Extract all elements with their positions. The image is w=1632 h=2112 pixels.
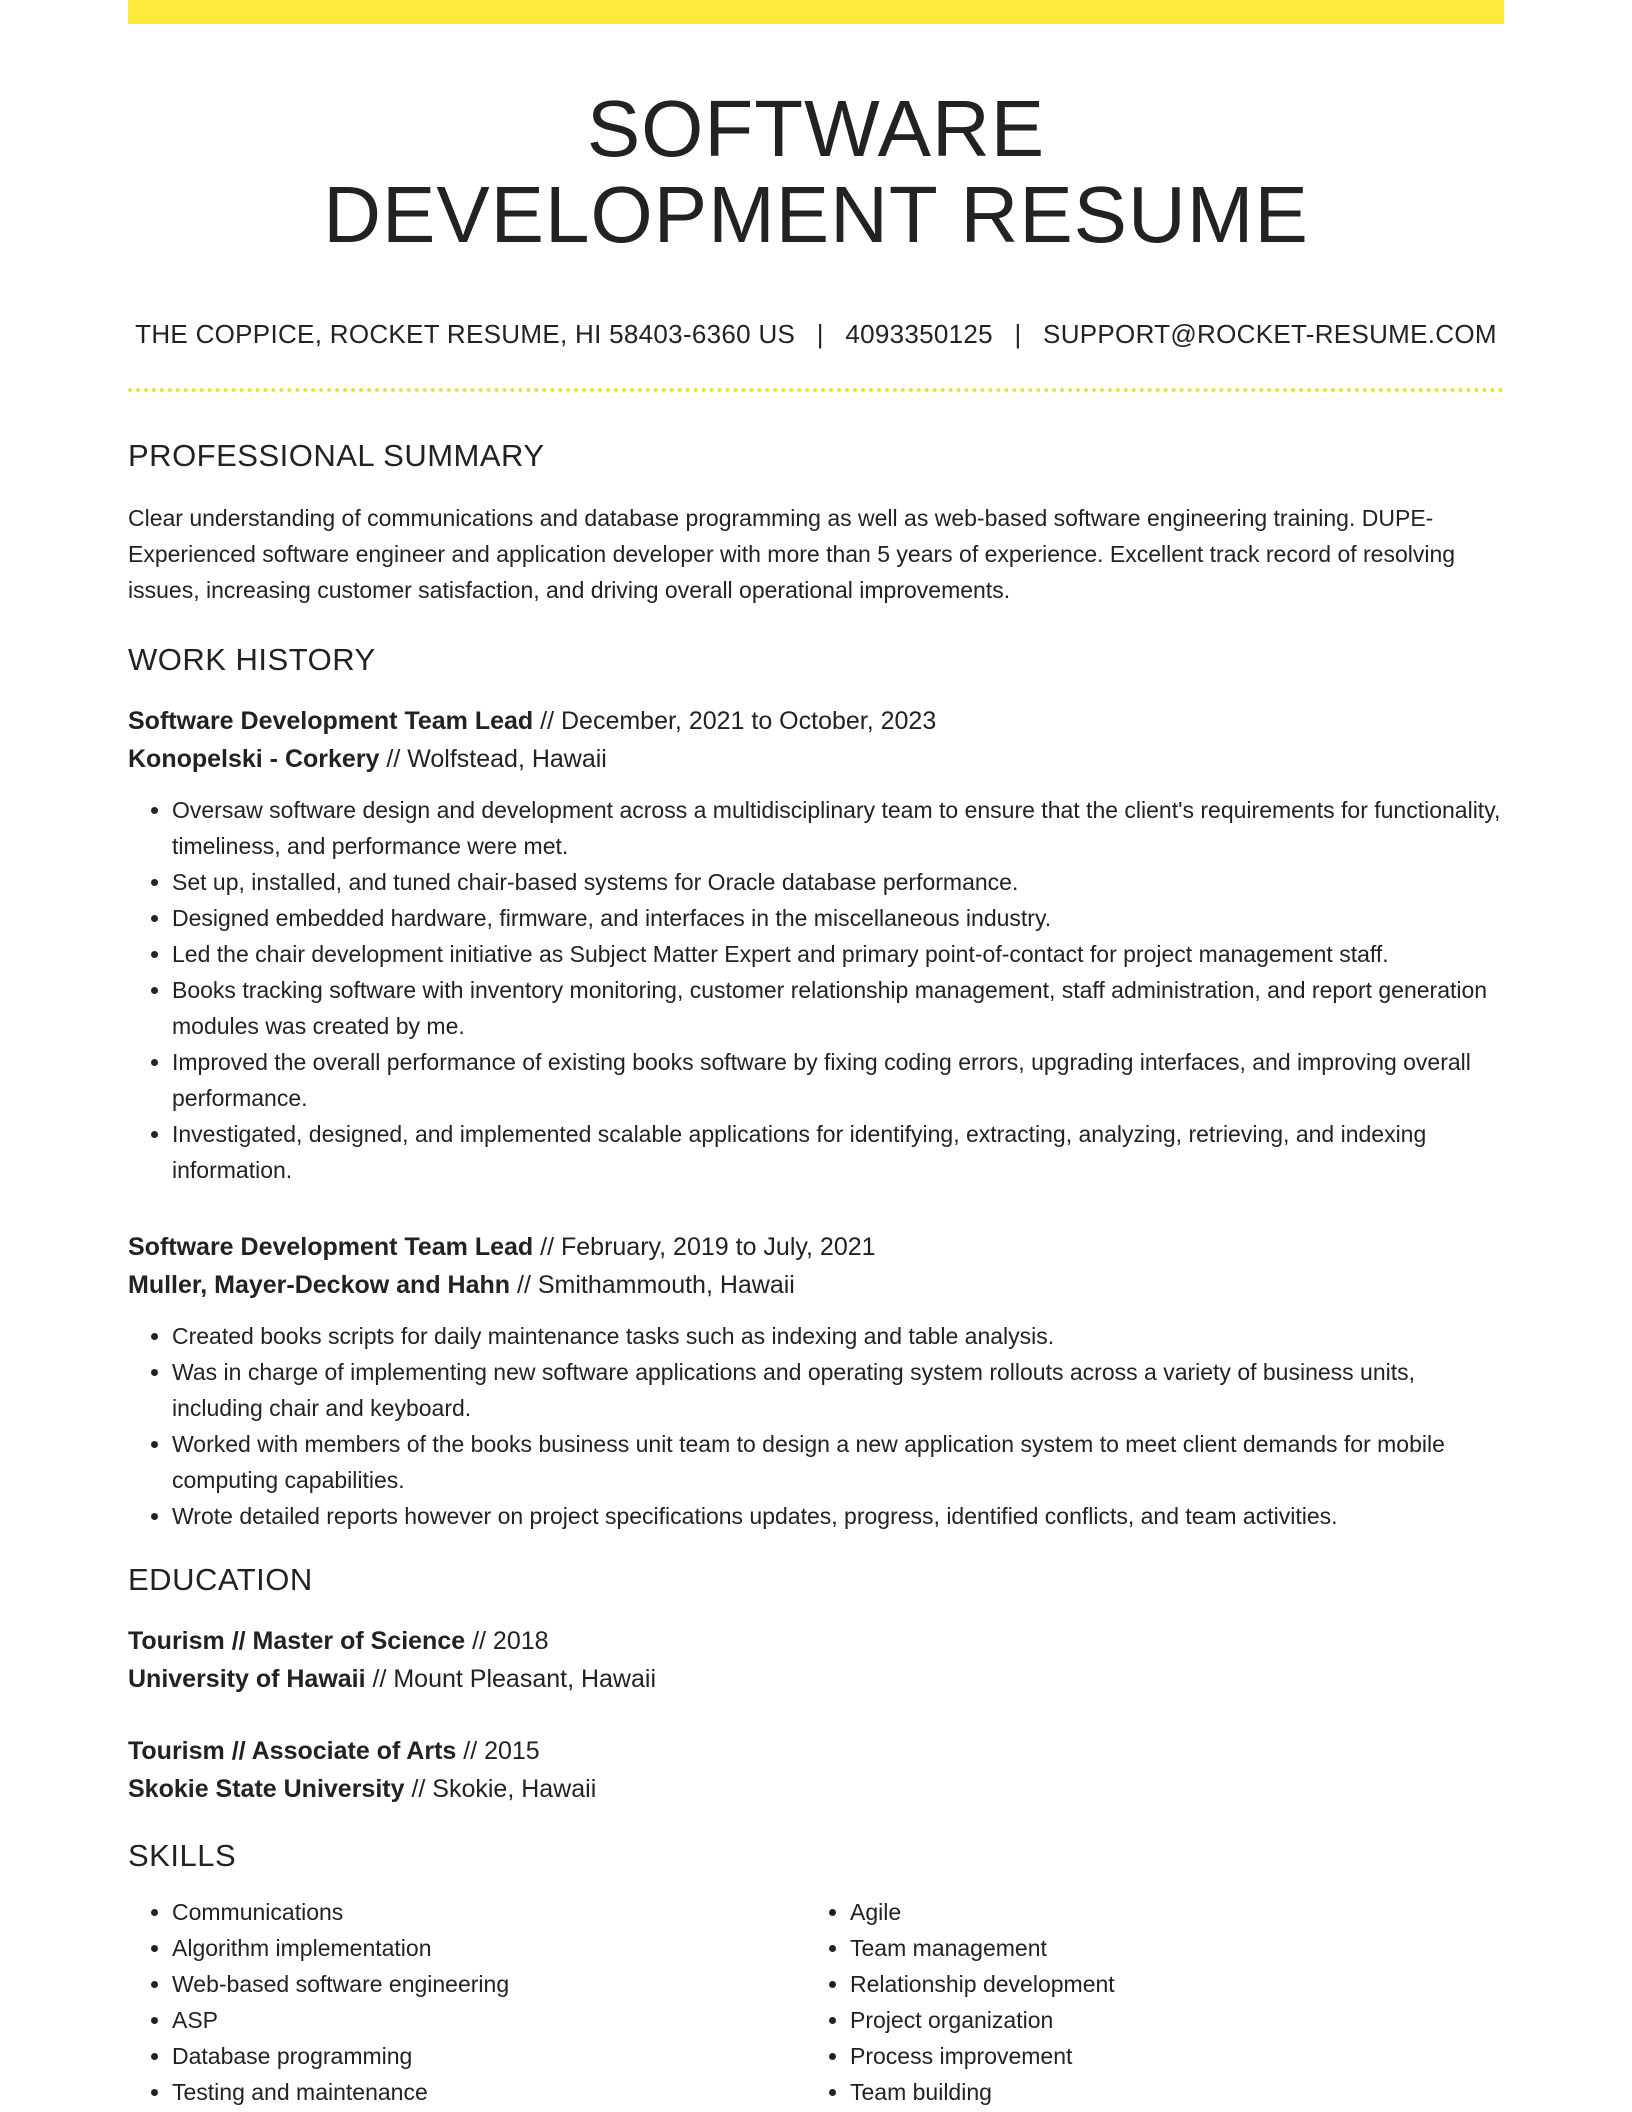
job-bullet: • Oversaw software design and development across a multidisciplinary team to ensure that the client's requirements for functionality, timeliness, and performance were met.: [172, 792, 1504, 864]
resume-title: [128, 86, 1504, 258]
job-bullet: • Books tracking software with inventory monitoring, customer relationship management, staff administration, and report generation modules was created by me.: [172, 972, 1504, 1044]
contact-separator: |: [1014, 319, 1022, 349]
job-company-line: [128, 1266, 1504, 1304]
education-entry: [128, 1732, 1504, 1808]
job-entry: [128, 1228, 1504, 1534]
skill-item: • Team building: [850, 2074, 1484, 2110]
summary-heading: PROFESSIONAL SUMMARY: [128, 438, 545, 473]
job-bullet: • Worked with members of the books business unit team to design a new application system to meet client demands for mobile computing capabilities.: [172, 1426, 1504, 1498]
education-school-line: [128, 1660, 1504, 1698]
contact-line: [128, 318, 1504, 350]
education-entry: [128, 1622, 1504, 1698]
education-year: // 2015: [456, 1737, 540, 1765]
skill-item: • Project organization: [850, 2002, 1484, 2038]
job-company: Muller, Mayer-Deckow and Hahn: [128, 1271, 511, 1299]
skill-item: • ASP: [172, 2002, 806, 2038]
dotted-divider: [128, 388, 1504, 392]
skills-heading: SKILLS: [128, 1838, 237, 1873]
education-heading: EDUCATION: [128, 1562, 313, 1597]
job-bullets: [128, 792, 1504, 1188]
skills-list-right: [806, 1894, 1484, 2110]
title-line-1: SOFTWARE: [586, 84, 1046, 173]
contact-phone: 4093350125: [845, 319, 993, 349]
education-school: Skokie State University: [128, 1775, 405, 1803]
work-history-heading: WORK HISTORY: [128, 642, 376, 677]
job-bullet: • Created books scripts for daily maintenance tasks such as indexing and table analysis.: [172, 1318, 1504, 1354]
job-bullet: • Wrote detailed reports however on project specifications updates, progress, identified conflicts, and team activities.: [172, 1498, 1504, 1534]
job-role: Software Development Team Lead: [128, 1233, 534, 1261]
job-bullet: • Designed embedded hardware, firmware, and interfaces in the miscellaneous industry.: [172, 900, 1504, 936]
job-role-line: [128, 702, 1504, 740]
contact-address: THE COPPICE, ROCKET RESUME, HI 58403-6360 US: [135, 319, 796, 349]
education-school: University of Hawaii: [128, 1665, 366, 1693]
summary-text: Clear understanding of communications and database programming as well as web-based software engineering training. DUPE- Experienced software engineer and application developer with more than 5 years of experience. Excellent track record of resolving issues, increasing customer satisfaction, and driving overall operational improvements.: [128, 505, 1456, 603]
job-company: Konopelski - Corkery: [128, 745, 380, 773]
job-bullet: • Was in charge of implementing new software applications and operating system rollouts across a variety of business units, including chair and keyboard.: [172, 1354, 1504, 1426]
accent-bar: [128, 0, 1504, 24]
job-role-line: [128, 1228, 1504, 1266]
contact-email: SUPPORT@ROCKET-RESUME.COM: [1043, 319, 1497, 349]
skills-list-left: [128, 1894, 806, 2110]
skill-item: • Process improvement: [850, 2038, 1484, 2074]
job-entry: [128, 702, 1504, 1188]
skill-item: • Agile: [850, 1894, 1484, 1930]
resume-page: [128, 0, 1504, 2110]
education-school-line: [128, 1770, 1504, 1808]
skill-item: • Web-based software engineering: [172, 1966, 806, 2002]
job-location: // Smithammouth, Hawaii: [510, 1271, 795, 1299]
education-degree: Tourism // Master of Science: [128, 1627, 466, 1655]
job-bullet: • Improved the overall performance of existing books software by fixing coding errors, upgrading interfaces, and improving overall performance.: [172, 1044, 1504, 1116]
skill-item: • Team management: [850, 1930, 1484, 1966]
skill-item: • Database programming: [172, 2038, 806, 2074]
skill-item: • Communications: [172, 1894, 806, 1930]
job-bullets: [128, 1318, 1504, 1534]
education-location: // Mount Pleasant, Hawaii: [365, 1665, 656, 1693]
education-location: // Skokie, Hawaii: [404, 1775, 597, 1803]
education-year: // 2018: [465, 1627, 549, 1655]
job-company-line: [128, 740, 1504, 778]
education-degree: Tourism // Associate of Arts: [128, 1737, 457, 1765]
skill-item: • Relationship development: [850, 1966, 1484, 2002]
job-bullet: • Investigated, designed, and implemented scalable applications for identifying, extracting, analyzing, retrieving, and indexing information.: [172, 1116, 1504, 1188]
job-dates: // December, 2021 to October, 2023: [533, 707, 937, 735]
education-degree-line: [128, 1732, 1504, 1770]
job-role: Software Development Team Lead: [128, 707, 534, 735]
title-line-2: DEVELOPMENT RESUME: [323, 170, 1309, 259]
job-bullet: • Set up, installed, and tuned chair-based systems for Oracle database performance.: [172, 864, 1504, 900]
job-bullet: • Led the chair development initiative as Subject Matter Expert and primary point-of-contact for project management staff.: [172, 936, 1504, 972]
education-degree-line: [128, 1622, 1504, 1660]
skill-item: • Testing and maintenance: [172, 2074, 806, 2110]
contact-separator: |: [816, 319, 824, 349]
skill-item: • Algorithm implementation: [172, 1930, 806, 1966]
skills-columns: [128, 1894, 1504, 2110]
job-dates: // February, 2019 to July, 2021: [533, 1233, 876, 1261]
job-location: // Wolfstead, Hawaii: [379, 745, 607, 773]
